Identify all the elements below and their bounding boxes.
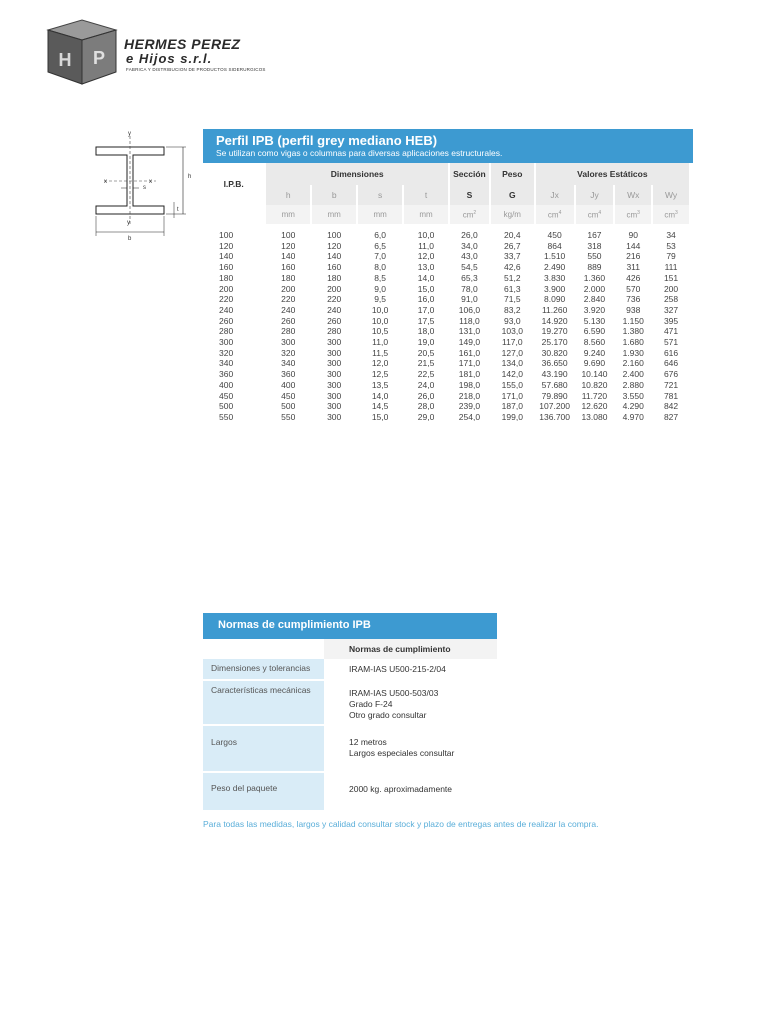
table-cell: 8,5 [374, 272, 387, 283]
header-peso: Peso [491, 163, 534, 185]
table-cell: 9.240 [583, 347, 606, 358]
table-cell: 781 [663, 390, 679, 401]
table-cell: 220 [281, 294, 296, 305]
table-cell: 400 [281, 379, 296, 390]
header-valores-estaticos: Valores Estáticos [536, 163, 689, 185]
table-cell: 360 [281, 369, 296, 380]
norms-value-line: Otro grado consultar [349, 710, 427, 720]
table-cell: 131,0 [458, 326, 481, 337]
table-cell: 450 [281, 390, 296, 401]
table-cell: 161,0 [458, 347, 481, 358]
table-cell: 65,3 [461, 272, 478, 283]
table-cell: 53 [666, 240, 676, 251]
table-cell: 1.360 [583, 272, 606, 283]
table-cell: 10.820 [581, 379, 608, 390]
header-symbol: t [404, 185, 448, 205]
table-cell: 550 [281, 411, 296, 422]
table-cell: 167 [587, 230, 602, 240]
table-cell: 736 [626, 294, 641, 305]
table-cell: 320 [219, 347, 234, 358]
table-row [203, 316, 689, 327]
table-cell: 240 [219, 304, 234, 315]
table-cell: 136.700 [539, 411, 571, 422]
table-cell: 187,0 [501, 401, 523, 412]
table-cell: 13,0 [417, 262, 435, 273]
header-symbol: Wy [653, 185, 689, 205]
header-dimensiones: Dimensiones [266, 163, 448, 185]
cube-letter-h: H [58, 50, 72, 70]
table-row [203, 305, 689, 316]
table-row [203, 230, 689, 241]
table-cell: 107.200 [539, 401, 571, 412]
table-cell: 11,5 [372, 347, 389, 358]
norms-row [203, 659, 497, 679]
table-cell: 400 [219, 379, 234, 390]
header-unit: mm [266, 205, 310, 224]
table-cell: 19,0 [417, 337, 435, 348]
table-cell: 43.190 [541, 369, 568, 380]
header-symbol: S [450, 185, 489, 205]
table-cell: 8,0 [374, 262, 387, 273]
header-symbol: h [266, 185, 310, 205]
table-cell: 149,0 [458, 337, 481, 348]
table-cell: 260 [219, 315, 234, 326]
table-cell: 140 [281, 251, 296, 262]
table-cell: 9,0 [374, 283, 387, 294]
table-cell: 12,0 [371, 358, 389, 369]
table-cell: 90 [628, 230, 638, 240]
table-cell: 33,7 [504, 251, 521, 262]
table-cell: 216 [626, 251, 641, 262]
table-row [203, 358, 689, 369]
table-row [203, 337, 689, 348]
table-cell: 9.690 [583, 358, 606, 369]
table-cell: 42,6 [504, 262, 521, 273]
table-cell: 220 [219, 294, 234, 305]
table-cell: 200 [327, 283, 342, 294]
table-cell: 30.820 [541, 347, 568, 358]
header-symbol: b [312, 185, 356, 205]
company-suffix: e Hijos s.r.l. [126, 51, 213, 66]
table-cell: 864 [547, 240, 562, 251]
table-cell: 240 [281, 304, 296, 315]
table-cell: 340 [219, 358, 234, 369]
table-cell: 280 [281, 326, 296, 337]
table-cell: 19.270 [541, 326, 568, 337]
norms-row-label: Dimensiones y tolerancias [203, 659, 324, 679]
header-unit: $cm^3$ [615, 205, 651, 224]
header-symbol: Wx [615, 185, 651, 205]
table-cell: 14,5 [371, 401, 389, 412]
table-cell: 18,0 [417, 326, 435, 337]
table-cell: 106,0 [458, 304, 481, 315]
table-cell: 218,0 [458, 390, 481, 401]
norms-value-line: IRAM-IAS U500-503/03 [349, 688, 439, 698]
table-cell: 220 [327, 294, 342, 305]
norms-value-line: Largos especiales consultar [349, 748, 455, 758]
table-row [203, 412, 689, 423]
header-unit: kg/m [491, 205, 534, 224]
table-cell: 426 [626, 272, 641, 283]
norms-column-header [203, 639, 497, 659]
table-cell: 646 [663, 358, 679, 369]
table-cell: 51,2 [504, 272, 521, 283]
table-cell: 889 [587, 262, 602, 273]
label-s: s [143, 185, 146, 191]
table-row [203, 326, 689, 337]
table-cell: 300 [327, 369, 342, 380]
table-cell: 28,0 [417, 401, 435, 412]
table-cell: 117,0 [501, 337, 523, 348]
table-cell: 14,0 [417, 272, 435, 283]
label-h: h [188, 174, 192, 180]
norms-value-line: Grado F-24 [349, 699, 393, 709]
table-cell: 71,5 [504, 294, 521, 305]
table-cell: 300 [327, 347, 342, 358]
table-cell: 54,5 [461, 262, 478, 273]
table-row [203, 294, 689, 305]
table-cell: 340 [281, 358, 296, 369]
table-cell: 9,5 [374, 294, 387, 305]
table-cell: 36.650 [541, 358, 568, 369]
table-row [203, 262, 689, 273]
table-cell: 17,0 [417, 304, 435, 315]
norms-row [203, 681, 497, 724]
label-y-top: y [128, 131, 131, 137]
table-cell: 171,0 [501, 390, 523, 401]
header-unit: $cm^4$ [576, 205, 614, 224]
table-cell: 181,0 [458, 369, 481, 380]
norms-row-label: Largos [203, 726, 324, 771]
table-cell: 550 [219, 411, 234, 422]
table-cell: 1.150 [622, 315, 644, 326]
norms-value-line: IRAM-IAS U500-215-2/04 [349, 664, 446, 674]
table-cell: 300 [327, 379, 342, 390]
norms-row [203, 726, 497, 771]
table-cell: 20,4 [504, 230, 521, 240]
table-cell: 6,5 [374, 240, 387, 251]
table-cell: 260 [281, 315, 296, 326]
header-symbol: G [491, 185, 534, 205]
norms-table-body [203, 659, 497, 810]
header-symbol: Jx [536, 185, 574, 205]
table-cell: 180 [281, 272, 296, 283]
table-cell: 260 [327, 315, 342, 326]
table-cell: 111 [664, 262, 678, 273]
header-unit: mm [358, 205, 402, 224]
table-cell: 79 [666, 251, 676, 262]
table-cell: 13,5 [371, 379, 389, 390]
table-cell: 239,0 [458, 401, 481, 412]
table-cell: 61,3 [504, 283, 521, 294]
table-cell: 25.170 [541, 337, 568, 348]
table-cell: 1.510 [544, 251, 566, 262]
table-cell: 7,0 [374, 251, 387, 262]
table-cell: 6.590 [583, 326, 606, 337]
table-cell: 300 [219, 337, 234, 348]
table-cell: 16,0 [417, 294, 435, 305]
table-cell: 13.080 [581, 411, 608, 422]
table-cell: 120 [281, 240, 296, 251]
table-cell: 20,5 [417, 347, 435, 358]
table-cell: 17,5 [417, 315, 435, 326]
label-y-bottom: y [127, 220, 130, 226]
table-cell: 10,5 [371, 326, 389, 337]
norms-row-value [324, 726, 497, 771]
table-cell: 5.130 [583, 315, 606, 326]
table-cell: 10,0 [371, 304, 389, 315]
header-unit: $cm^4$ [536, 205, 574, 224]
table-cell: 12,0 [417, 251, 435, 262]
table-cell: 8.090 [544, 294, 566, 305]
norms-row-label: Peso del paquete [203, 773, 324, 810]
table-cell: 2.490 [544, 262, 566, 273]
table-cell: 93,0 [504, 315, 521, 326]
table-cell: 254,0 [458, 411, 481, 422]
ipb-panel-header [203, 129, 693, 163]
company-logo [38, 18, 278, 86]
table-cell: 127,0 [501, 347, 523, 358]
label-b: b [128, 236, 132, 242]
norms-column-title: Normas de cumplimiento [324, 639, 497, 659]
table-cell: 842 [663, 401, 679, 412]
table-cell: 450 [219, 390, 234, 401]
table-cell: 500 [281, 401, 296, 412]
table-cell: 79.890 [541, 390, 568, 401]
table-cell: 12,5 [371, 369, 389, 380]
table-row [203, 251, 689, 262]
table-cell: 43,0 [461, 251, 478, 262]
norms-panel-title: Normas de cumplimiento IPB [218, 619, 371, 631]
table-cell: 938 [626, 304, 641, 315]
table-cell: 180 [327, 272, 342, 283]
table-cell: 300 [327, 401, 342, 412]
table-cell: 26,7 [504, 240, 521, 251]
norms-value-line: 12 metros [349, 737, 387, 747]
table-cell: 616 [663, 347, 679, 358]
table-cell: 120 [327, 240, 342, 251]
table-cell: 140 [219, 251, 234, 262]
header-unit: $cm^3$ [653, 205, 689, 224]
norms-row-label: Características mecánicas [203, 681, 324, 724]
table-row [203, 348, 689, 359]
table-cell: 21,5 [417, 358, 435, 369]
table-cell: 10,0 [417, 230, 435, 240]
cube-logo-icon [42, 18, 122, 86]
ipb-table-body [203, 230, 689, 423]
table-cell: 198,0 [458, 379, 481, 390]
table-cell: 550 [587, 251, 602, 262]
table-cell: 144 [626, 240, 641, 251]
table-cell: 318 [587, 240, 602, 251]
table-cell: 300 [281, 337, 296, 348]
table-cell: 142,0 [501, 369, 523, 380]
header-seccion: Sección [450, 163, 489, 185]
header-row-groups [203, 163, 689, 185]
company-name: HERMES PEREZ [124, 36, 241, 52]
header-symbol: s [358, 185, 402, 205]
table-cell: 171,0 [458, 358, 481, 369]
norms-value-line: 2000 kg. aproximadamente [349, 784, 453, 794]
norms-row-value [324, 659, 497, 679]
table-cell: 471 [663, 326, 679, 337]
table-cell: 280 [219, 326, 234, 337]
table-cell: 4.970 [622, 411, 644, 422]
table-cell: 311 [626, 262, 640, 273]
table-cell: 91,0 [461, 294, 478, 305]
table-cell: 3.900 [544, 283, 566, 294]
table-cell: 120 [219, 240, 234, 251]
table-cell: 1.680 [622, 337, 644, 348]
table-cell: 395 [663, 315, 679, 326]
table-cell: 151 [663, 272, 679, 283]
table-row [203, 380, 689, 391]
table-cell: 12.620 [581, 401, 608, 412]
ipb-data-table [201, 163, 691, 423]
table-cell: 827 [663, 411, 679, 422]
norms-panel-header [203, 613, 497, 639]
table-cell: 10.140 [581, 369, 608, 380]
table-cell: 10,0 [371, 315, 389, 326]
table-cell: 134,0 [501, 358, 523, 369]
table-cell: 160 [219, 262, 234, 273]
header-unit: mm [312, 205, 356, 224]
table-cell: 721 [663, 379, 679, 390]
table-cell: 29,0 [417, 411, 435, 422]
footer-note: Para todas las medidas, largos y calidad consultar stock y plazo de entregas antes de realizar la compra. [203, 819, 599, 829]
table-cell: 2.880 [622, 379, 644, 390]
ipb-panel-title: Perfil IPB (perfil grey mediano HEB) [216, 133, 438, 148]
table-cell: 300 [327, 358, 342, 369]
label-x-right: x [149, 179, 152, 185]
header-symbol: Jy [576, 185, 614, 205]
table-cell: 160 [281, 262, 296, 273]
table-cell: 360 [219, 369, 234, 380]
table-cell: 180 [219, 272, 234, 283]
table-cell: 240 [327, 304, 342, 315]
company-tagline: FABRICA Y DISTRIBUCION DE PRODUCTOS SIDERURGICOS [126, 67, 266, 72]
table-cell: 11,0 [418, 240, 434, 251]
ipb-panel-subtitle: Se utilizan como vigas o columnas para diversas aplicaciones estructurales. [216, 148, 503, 158]
header-unit: $cm^2$ [450, 205, 489, 224]
table-cell: 200 [219, 283, 234, 294]
table-cell: 34,0 [461, 240, 478, 251]
table-cell: 200 [281, 283, 296, 294]
table-cell: 300 [327, 337, 342, 348]
cube-letter-p: P [92, 48, 106, 68]
ibeam-cross-section-diagram [88, 128, 198, 244]
table-cell: 500 [219, 401, 234, 412]
table-cell: 3.920 [583, 304, 606, 315]
table-cell: 118,0 [459, 315, 480, 326]
table-cell: 4.290 [622, 401, 644, 412]
norms-row-value [324, 773, 497, 810]
table-cell: 6,0 [374, 230, 387, 240]
table-cell: 2.840 [583, 294, 606, 305]
norms-panel [203, 613, 497, 810]
table-cell: 14.920 [541, 315, 568, 326]
table-cell: 26,0 [461, 230, 478, 240]
table-cell: 2.160 [622, 358, 644, 369]
table-cell: 140 [327, 251, 342, 262]
table-cell: 100 [281, 230, 296, 240]
table-cell: 83,2 [504, 304, 521, 315]
table-cell: 571 [663, 337, 679, 348]
ipb-profile-panel [203, 129, 693, 423]
table-cell: 22,5 [417, 369, 435, 380]
table-row [203, 369, 689, 380]
table-cell: 15,0 [371, 411, 389, 422]
table-cell: 1.930 [622, 347, 644, 358]
table-row [203, 391, 689, 402]
table-cell: 258 [663, 294, 679, 305]
table-cell: 2.400 [622, 369, 644, 380]
table-cell: 26,0 [417, 390, 435, 401]
table-cell: 78,0 [461, 283, 478, 294]
table-cell: 11.720 [581, 390, 608, 401]
table-cell: 3.830 [544, 272, 566, 283]
table-cell: 676 [663, 369, 679, 380]
norms-row-value [324, 681, 497, 724]
table-cell: 570 [626, 283, 641, 294]
table-row [203, 284, 689, 295]
table-cell: 450 [547, 230, 562, 240]
table-cell: 34 [666, 230, 676, 240]
table-cell: 300 [327, 411, 342, 422]
table-cell: 300 [327, 390, 342, 401]
label-t: t [177, 207, 179, 213]
table-cell: 3.550 [622, 390, 644, 401]
table-cell: 100 [327, 230, 342, 240]
table-cell: 11,0 [372, 337, 389, 348]
table-cell: 160 [327, 262, 342, 273]
table-cell: 100 [219, 230, 234, 240]
table-cell: 57.680 [541, 379, 568, 390]
table-cell: 14,0 [371, 390, 389, 401]
table-cell: 199,0 [501, 411, 523, 422]
header-row-units [203, 205, 689, 224]
table-cell: 1.380 [622, 326, 644, 337]
table-cell: 11.260 [541, 304, 568, 315]
table-cell: 200 [663, 283, 679, 294]
table-row [203, 273, 689, 284]
table-cell: 320 [281, 347, 296, 358]
header-row-symbols [203, 185, 689, 205]
table-cell: 280 [327, 326, 342, 337]
table-cell: 2.000 [583, 283, 606, 294]
header-ipb: I.P.B. [223, 179, 244, 189]
table-row [203, 241, 689, 252]
table-cell: 155,0 [501, 379, 523, 390]
label-x-left: x [104, 179, 107, 185]
table-cell: 103,0 [501, 326, 523, 337]
header-unit: mm [404, 205, 448, 224]
norms-row [203, 773, 497, 810]
table-cell: 24,0 [417, 379, 435, 390]
table-cell: 327 [663, 304, 679, 315]
table-cell: 8.560 [583, 337, 606, 348]
table-row [203, 401, 689, 412]
table-cell: 15,0 [417, 283, 435, 294]
